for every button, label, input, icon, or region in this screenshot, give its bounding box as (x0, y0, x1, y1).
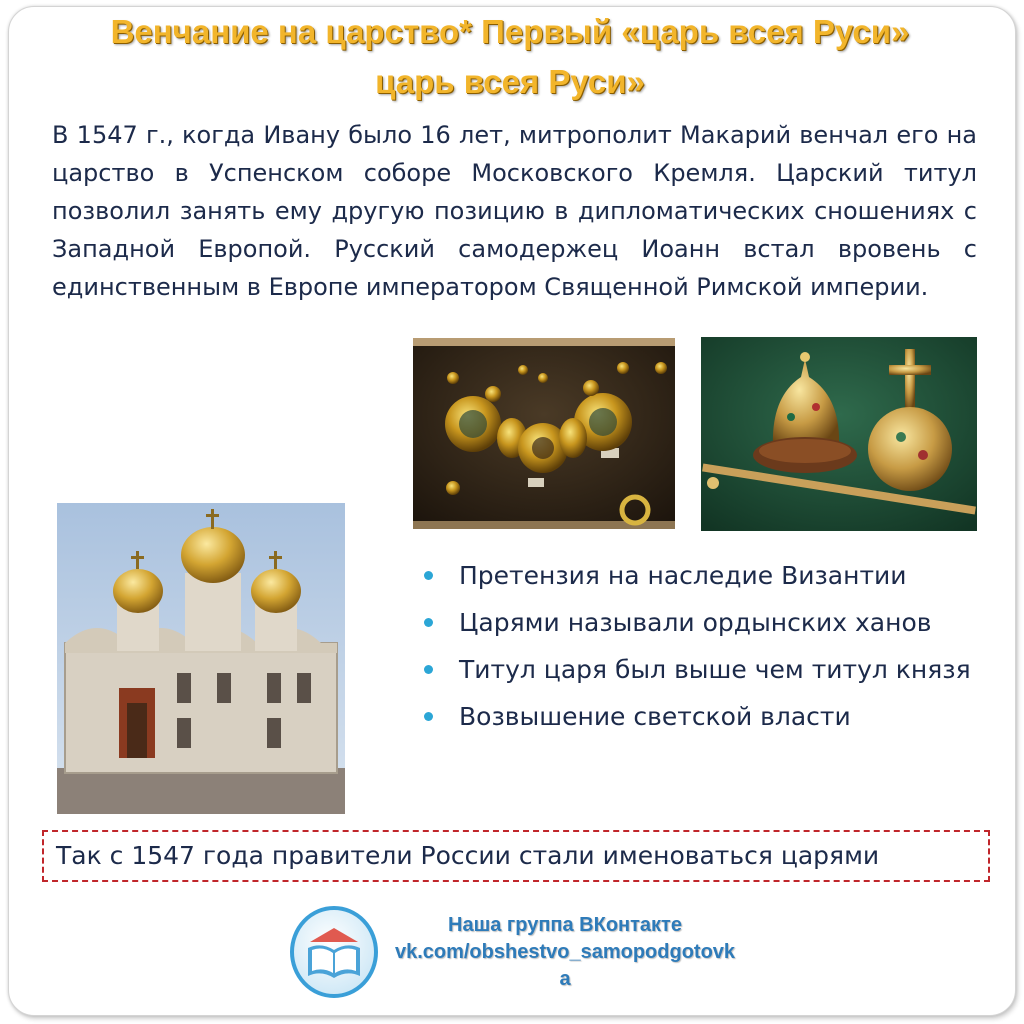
bullet-item (422, 650, 982, 689)
book-logo-icon (288, 904, 380, 1000)
jewelry-photo (413, 338, 675, 529)
conclusion-text: Так с 1547 года правители России стали именоваться царями (56, 841, 880, 870)
bullet-dot-icon (424, 571, 433, 580)
bullet-dot-icon (424, 712, 433, 721)
slide-title-line2: царь всея Руси» (375, 63, 645, 100)
bullet-dot-icon (424, 665, 433, 674)
bullet-text: Возвышение светской власти (459, 702, 851, 731)
bullet-item (422, 603, 982, 642)
intro-paragraph: В 1547 г., когда Ивану было 16 лет, митрополит Макарий венчал его на царство в Успенском соборе Московского Кремля. Царский титул позволил занять ему другую позицию в дипломатических сношениях с Западной Европой. Русский самодержец Иоанн встал вровень с единственным в Европе императором Священной Римской империи. (52, 121, 977, 301)
bullet-text: Царями называли ордынских ханов (459, 608, 932, 637)
bullet-list (422, 556, 982, 744)
bullet-text: Титул царя был выше чем титул князя (459, 655, 971, 684)
bullet-text: Претензия на наследие Византии (459, 561, 907, 590)
conclusion-box (42, 830, 990, 882)
vk-group-label: Наша группа ВКонтакте (448, 914, 682, 936)
vk-link-line1[interactable]: vk.com/obshestvo_samopodgotovk (394, 941, 736, 963)
bullet-item (422, 697, 982, 736)
vk-link-line2[interactable]: a (559, 968, 571, 990)
bullet-item (422, 556, 982, 595)
bullet-dot-icon (424, 618, 433, 627)
vk-footer (380, 912, 750, 993)
regalia-photo (701, 337, 977, 531)
cathedral-photo (57, 503, 345, 814)
slide-title-line1: Венчание на царство* Первый «царь всея Руси» (110, 13, 910, 50)
